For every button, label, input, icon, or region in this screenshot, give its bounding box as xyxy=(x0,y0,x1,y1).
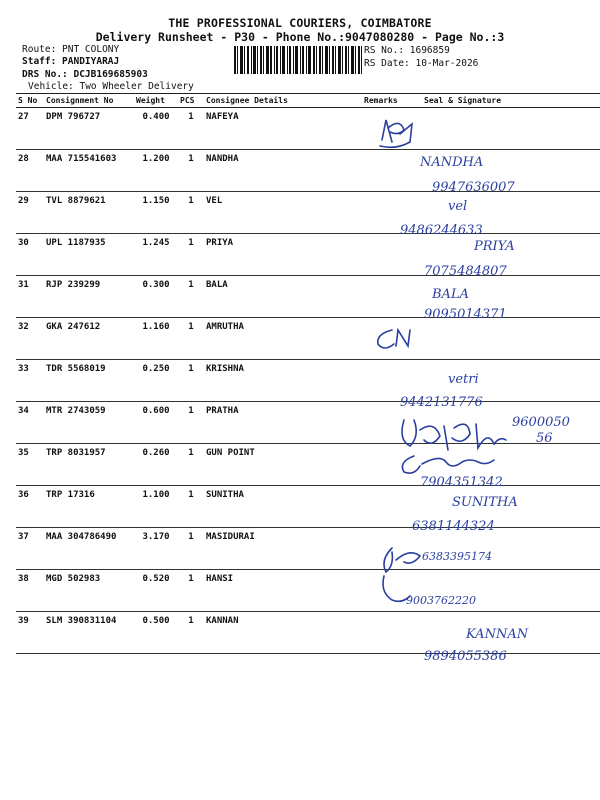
cell-weight: 0.500 xyxy=(134,612,178,654)
cell-remarks xyxy=(362,108,402,150)
col-consignee: Consignee Details xyxy=(204,94,362,108)
runsheet-table xyxy=(16,93,600,654)
cell-remarks xyxy=(362,234,402,276)
staff-text: Staff: PANDIYARAJ xyxy=(22,56,120,67)
cell-sno: 33 xyxy=(16,360,44,402)
cell-signature xyxy=(402,444,600,486)
col-sno: S No xyxy=(16,94,44,108)
table-row xyxy=(16,402,600,444)
cell-sno: 35 xyxy=(16,444,44,486)
cell-pcs: 1 xyxy=(178,402,204,444)
cell-weight: 0.520 xyxy=(134,570,178,612)
handwritten-phone-30: 7075484807 xyxy=(424,264,507,279)
cell-signature xyxy=(402,570,600,612)
table-row xyxy=(16,528,600,570)
cell-signature xyxy=(402,108,600,150)
cell-sno: 37 xyxy=(16,528,44,570)
cell-signature xyxy=(402,612,600,654)
cell-weight: 1.160 xyxy=(134,318,178,360)
cell-weight: 0.600 xyxy=(134,402,178,444)
cell-sno: 34 xyxy=(16,402,44,444)
barcode-icon xyxy=(234,46,362,74)
cell-weight: 1.200 xyxy=(134,150,178,192)
handwritten-name-31: BALA xyxy=(432,287,469,302)
rs-date-text: RS Date: 10-Mar-2026 xyxy=(364,58,479,69)
col-weight: Weight xyxy=(134,94,178,108)
cell-pcs: 1 xyxy=(178,360,204,402)
cell-consignment: MTR 2743059 xyxy=(44,402,134,444)
col-pcs: PCS xyxy=(178,94,204,108)
cell-pcs: 1 xyxy=(178,444,204,486)
handwritten-extra-34: 56 xyxy=(536,431,553,446)
cell-consignment: DPM 796727 xyxy=(44,108,134,150)
cell-consignment: MAA 304786490 xyxy=(44,528,134,570)
handwritten-phone-39: 9894055386 xyxy=(424,649,507,664)
cell-pcs: 1 xyxy=(178,276,204,318)
col-seal-signature: Seal & Signature xyxy=(402,94,600,108)
cell-consignment: MGD 502983 xyxy=(44,570,134,612)
cell-consignee: BALA xyxy=(204,276,362,318)
cell-signature xyxy=(402,276,600,318)
cell-weight: 0.400 xyxy=(134,108,178,150)
cell-weight: 1.150 xyxy=(134,192,178,234)
cell-sno: 28 xyxy=(16,150,44,192)
col-remarks: Remarks xyxy=(362,94,402,108)
cell-weight: 3.170 xyxy=(134,528,178,570)
cell-signature xyxy=(402,528,600,570)
table-row xyxy=(16,234,600,276)
cell-signature xyxy=(402,192,600,234)
table-header-row xyxy=(16,94,600,108)
cell-weight: 0.250 xyxy=(134,360,178,402)
handwritten-name-28: NANDHA xyxy=(420,155,484,170)
cell-consignee: AMRUTHA xyxy=(204,318,362,360)
cell-remarks xyxy=(362,360,402,402)
cell-consignment: GKA 247612 xyxy=(44,318,134,360)
cell-remarks xyxy=(362,318,402,360)
cell-remarks xyxy=(362,570,402,612)
table-row xyxy=(16,360,600,402)
cell-remarks xyxy=(362,612,402,654)
cell-pcs: 1 xyxy=(178,528,204,570)
cell-weight: 0.300 xyxy=(134,276,178,318)
handwritten-name-30: PRIYA xyxy=(474,239,515,254)
runsheet-subtitle: Delivery Runsheet - P30 - Phone No.:9047080280 - Page No.:3 xyxy=(95,30,505,44)
handwritten-phone-34: 9600050 xyxy=(512,415,570,430)
cell-consignee: NANDHA xyxy=(204,150,362,192)
route-text: Route: PNT COLONY xyxy=(22,44,120,55)
handwritten-phone-33: 9442131776 xyxy=(400,395,483,410)
cell-remarks xyxy=(362,150,402,192)
cell-remarks xyxy=(362,528,402,570)
table-row xyxy=(16,108,600,150)
cell-sno: 39 xyxy=(16,612,44,654)
handwritten-phone-28: 9947636007 xyxy=(432,180,515,195)
cell-consignee: MASIDURAI xyxy=(204,528,362,570)
cell-consignee: GUN POINT xyxy=(204,444,362,486)
cell-consignee: PRIYA xyxy=(204,234,362,276)
cell-remarks xyxy=(362,486,402,528)
cell-consignment: TDR 5568019 xyxy=(44,360,134,402)
drs-text: DRS No.: DCJB169685903 xyxy=(22,69,148,80)
cell-consignment: UPL 1187935 xyxy=(44,234,134,276)
cell-consignment: RJP 239299 xyxy=(44,276,134,318)
cell-sno: 32 xyxy=(16,318,44,360)
cell-weight: 1.245 xyxy=(134,234,178,276)
table-row xyxy=(16,570,600,612)
handwritten-name-29: vel xyxy=(448,199,468,214)
handwritten-phone1-38: 6383395174 xyxy=(422,550,492,563)
cell-signature xyxy=(402,318,600,360)
table-row xyxy=(16,150,600,192)
col-consignment: Consignment No xyxy=(44,94,134,108)
cell-consignee: NAFEYA xyxy=(204,108,362,150)
document-title: THE PROFESSIONAL COURIERS, COIMBATORE xyxy=(168,16,432,30)
cell-consignee: SUNITHA xyxy=(204,486,362,528)
vehicle-text: Vehicle: Two Wheeler Delivery xyxy=(28,81,194,92)
cell-signature xyxy=(402,402,600,444)
cell-sno: 27 xyxy=(16,108,44,150)
table-row xyxy=(16,318,600,360)
cell-signature xyxy=(402,234,600,276)
cell-sno: 38 xyxy=(16,570,44,612)
handwritten-phone-36: 6381144324 xyxy=(412,519,495,534)
cell-pcs: 1 xyxy=(178,234,204,276)
cell-weight: 1.100 xyxy=(134,486,178,528)
cell-consignment: SLM 390831104 xyxy=(44,612,134,654)
cell-pcs: 1 xyxy=(178,486,204,528)
cell-consignee: KRISHNA xyxy=(204,360,362,402)
cell-signature xyxy=(402,360,600,402)
cell-consignment: TVL 8879621 xyxy=(44,192,134,234)
handwritten-name-36: SUNITHA xyxy=(452,495,518,510)
cell-pcs: 1 xyxy=(178,612,204,654)
cell-remarks xyxy=(362,444,402,486)
handwritten-phone2-38: 9003762220 xyxy=(406,594,476,607)
table-row xyxy=(16,276,600,318)
cell-sno: 31 xyxy=(16,276,44,318)
handwritten-name-33: vetri xyxy=(448,372,479,387)
cell-remarks xyxy=(362,402,402,444)
rs-number-text: RS No.: 1696859 xyxy=(364,45,450,56)
table-row xyxy=(16,192,600,234)
cell-sno: 30 xyxy=(16,234,44,276)
handwritten-name-39: KANNAN xyxy=(466,627,529,642)
cell-sno: 29 xyxy=(16,192,44,234)
cell-consignee: HANSI xyxy=(204,570,362,612)
cell-pcs: 1 xyxy=(178,150,204,192)
cell-pcs: 1 xyxy=(178,192,204,234)
cell-signature xyxy=(402,486,600,528)
cell-consignee: VEL xyxy=(204,192,362,234)
cell-sno: 36 xyxy=(16,486,44,528)
table-row xyxy=(16,486,600,528)
cell-signature xyxy=(402,150,600,192)
cell-consignment: MAA 715541603 xyxy=(44,150,134,192)
cell-consignee: PRATHA xyxy=(204,402,362,444)
cell-consignment: TRP 8031957 xyxy=(44,444,134,486)
cell-pcs: 1 xyxy=(178,318,204,360)
table-row xyxy=(16,444,600,486)
handwritten-phone-35: 7904351342 xyxy=(420,475,503,490)
cell-consignment: TRP 17316 xyxy=(44,486,134,528)
cell-pcs: 1 xyxy=(178,570,204,612)
cell-weight: 0.260 xyxy=(134,444,178,486)
cell-remarks xyxy=(362,276,402,318)
handwritten-phone-31: 9095014371 xyxy=(424,307,507,322)
cell-pcs: 1 xyxy=(178,108,204,150)
handwritten-phone-29: 9486244633 xyxy=(400,223,483,238)
table-row xyxy=(16,612,600,654)
cell-consignee: KANNAN xyxy=(204,612,362,654)
cell-remarks xyxy=(362,192,402,234)
